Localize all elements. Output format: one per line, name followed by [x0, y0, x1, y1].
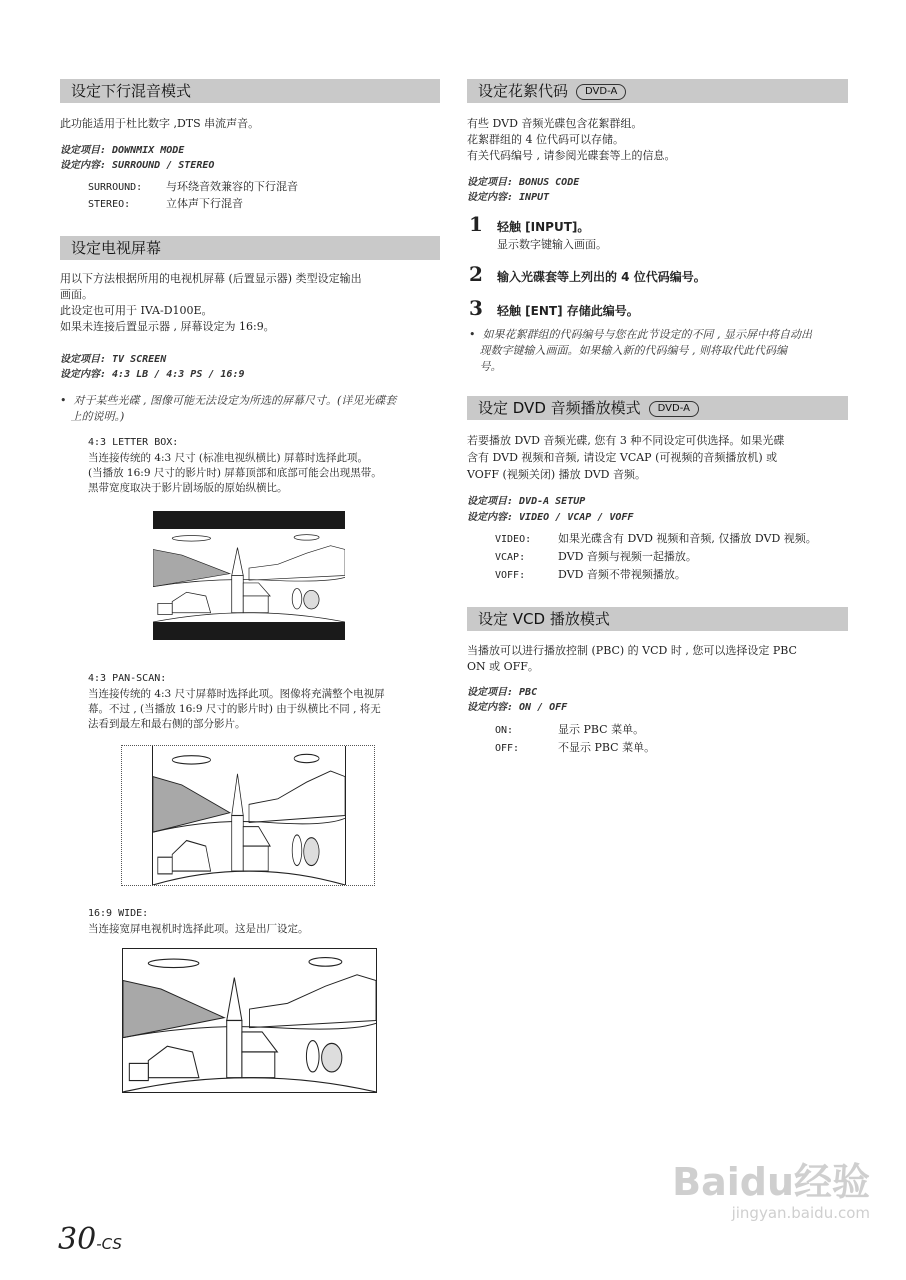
option-desc: 显示 PBC 菜单。 — [558, 723, 645, 736]
desc-line: 黑带宽度取决于影片剧场版的原始纵横比。 — [88, 482, 288, 494]
setting-item: 设定项目: DOWNMIX MODE — [60, 145, 185, 156]
letterbox-desc — [88, 451, 382, 496]
section-header-dvd-audio — [467, 396, 848, 420]
desc-line: 法看到最左和最右侧的部分影片。 — [88, 718, 246, 730]
option-key: VCAP: — [495, 552, 526, 563]
village-landscape-icon — [123, 949, 376, 1092]
desc-line: 当连接传统的 4:3 尺寸 (标准电视纵横比) 屏幕时选择此项。 — [88, 452, 368, 464]
wide-illustration — [122, 948, 377, 1093]
section-title: 设定花絮代码 — [478, 82, 569, 100]
step-number: 1 — [469, 212, 483, 236]
option-desc: 与环绕音效兼容的下行混音 — [166, 180, 298, 193]
step-text: 轻触 [INPUT]。 — [497, 220, 590, 234]
tv-note: • 对于某些光碟 , 图像可能无法设定为所选的屏幕尺寸。(详见光碟套 上的说明。) — [60, 394, 397, 423]
panscan-label: 4:3 PAN-SCAN: — [88, 673, 167, 684]
dvd-a-badge: DVD-A — [649, 401, 699, 417]
section-title: 设定电视屏幕 — [71, 239, 162, 257]
note-line: 对于某些光碟 , 图像可能无法设定为所选的屏幕尺寸。(详见光碟套 — [73, 394, 397, 407]
vcd-intro-2: ON 或 OFF。 — [467, 660, 539, 673]
setting-content: 设定内容: ON / OFF — [467, 702, 568, 713]
note-line: 现数字键输入画面。如果输入新的代码编号 , 则将取代此代码编 — [479, 344, 787, 357]
dvda-intro-2: 含有 DVD 视频和音频, 请设定 VCAP (可视频的音频播放机) 或 — [467, 451, 778, 464]
setting-item: 设定项目: BONUS CODE — [467, 177, 580, 188]
step-3 — [469, 296, 639, 320]
letterbox-illustration — [153, 511, 345, 640]
section-header-tv-screen — [60, 236, 440, 260]
letterbox-label: 4:3 LETTER BOX: — [88, 437, 179, 448]
section-title: 设定 DVD 音频播放模式 — [478, 399, 641, 417]
option-key: SURROUND: — [88, 182, 143, 193]
option-key: ON: — [495, 725, 514, 736]
wide-desc: 当连接宽屏电视机时选择此项。这是出厂设定。 — [88, 923, 309, 935]
tv-intro-3: 此设定也可用于 IVA-D100E。 — [60, 304, 213, 317]
section-title: 设定 VCD 播放模式 — [478, 610, 610, 628]
option-voff — [495, 566, 686, 584]
page-suffix: -CS — [96, 1235, 122, 1253]
watermark-url: jingyan.baidu.com — [731, 1204, 870, 1222]
section-header-bonus-code — [467, 79, 848, 103]
section-title: 设定下行混音模式 — [71, 82, 192, 100]
page-number — [58, 1222, 122, 1257]
panscan-illustration — [121, 745, 375, 886]
downmix-intro: 此功能适用于杜比数字 ,DTS 串流声音。 — [60, 117, 260, 130]
desc-line: 当连接传统的 4:3 尺寸屏幕时选择此项。图像将充满整个电视屏 — [88, 688, 385, 700]
note-line: 上的说明。) — [70, 410, 125, 423]
option-key: STEREO: — [88, 199, 131, 210]
option-key: VIDEO: — [495, 534, 532, 545]
village-landscape-icon — [153, 529, 345, 622]
step-1-sub: 显示数字键输入画面。 — [497, 238, 607, 251]
setting-content: 设定内容: VIDEO / VCAP / VOFF — [467, 512, 634, 523]
page-number-value: 30 — [58, 1222, 97, 1257]
bonus-intro-1: 有些 DVD 音频光碟包含花絮群组。 — [467, 117, 643, 130]
option-desc: DVD 音频与视频一起播放。 — [558, 550, 697, 563]
village-landscape-icon — [153, 746, 345, 885]
setting-content: 设定内容: INPUT — [467, 192, 550, 203]
scene-canvas — [153, 529, 345, 622]
option-vcap — [495, 548, 697, 566]
section-header-vcd — [467, 607, 848, 631]
dvda-intro-1: 若要播放 DVD 音频光碟, 您有 3 种不同设定可供选择。如果光碟 — [467, 434, 785, 447]
step-number: 2 — [469, 262, 483, 286]
option-desc: 不显示 PBC 菜单。 — [558, 741, 656, 754]
section-header-downmix — [60, 79, 440, 103]
option-desc: 如果光碟含有 DVD 视频和音频, 仅播放 DVD 视频。 — [558, 532, 817, 545]
dvda-intro-3: VOFF (视频关闭) 播放 DVD 音频。 — [467, 468, 646, 481]
bonus-note: • 如果花絮群组的代码编号与您在此节设定的不同 , 显示屏中将自动出 现数字键输入画面。如果输入新的代码编号 , 则将取代此代码编 号。 — [469, 328, 812, 373]
step-2 — [469, 262, 706, 286]
option-surround — [88, 178, 298, 196]
baidu-watermark — [640, 1160, 870, 1222]
setting-item: 设定项目: TV SCREEN — [60, 354, 167, 365]
step-1 — [469, 212, 589, 236]
desc-line: (当播放 16:9 尺寸的影片时) 屏幕顶部和底部可能会出现黑带。 — [88, 467, 382, 479]
panscan-desc — [88, 687, 385, 732]
option-key: VOFF: — [495, 570, 526, 581]
option-key: OFF: — [495, 743, 520, 754]
tv-intro-4: 如果未连接后置显示器 , 屏幕设定为 16:9。 — [60, 320, 275, 333]
note-line: 号。 — [479, 360, 502, 373]
scene-canvas — [152, 746, 346, 885]
watermark-brand: Baidu经验 — [672, 1160, 870, 1204]
note-line: 如果花絮群组的代码编号与您在此节设定的不同 , 显示屏中将自动出 — [482, 328, 812, 341]
option-off — [495, 739, 655, 757]
setting-item: 设定项目: PBC — [467, 687, 538, 698]
scene-canvas — [123, 949, 376, 1092]
option-stereo — [88, 195, 243, 213]
step-text: 轻触 [ENT] 存储此编号。 — [497, 304, 639, 318]
dvd-a-badge: DVD-A — [576, 84, 626, 100]
option-on — [495, 721, 644, 739]
setting-content: 设定内容: 4:3 LB / 4:3 PS / 16:9 — [60, 369, 245, 380]
desc-line: 幕。不过 , (当播放 16:9 尺寸的影片时) 由于纵横比不同 , 将无 — [88, 703, 381, 715]
option-desc: DVD 音频不带视频播放。 — [558, 568, 686, 581]
setting-content: 设定内容: SURROUND / STEREO — [60, 160, 215, 171]
step-number: 3 — [469, 296, 483, 320]
bonus-intro-2: 花絮群组的 4 位代码可以存储。 — [467, 133, 624, 146]
option-desc: 立体声下行混音 — [166, 197, 243, 210]
option-video — [495, 530, 817, 548]
step-text: 输入光碟套等上列出的 4 位代码编号。 — [497, 270, 706, 284]
setting-item: 设定项目: DVD-A SETUP — [467, 496, 586, 507]
tv-intro-1: 用以下方法根据所用的电视机屏幕 (后置显示器) 类型设定输出 — [60, 272, 362, 285]
bonus-intro-3: 有关代码编号 , 请参阅光碟套等上的信息。 — [467, 149, 676, 162]
tv-intro-2: 画面。 — [60, 288, 93, 301]
vcd-intro-1: 当播放可以进行播放控制 (PBC) 的 VCD 时 , 您可以选择设定 PBC — [467, 644, 797, 657]
wide-label: 16:9 WIDE: — [88, 908, 149, 919]
